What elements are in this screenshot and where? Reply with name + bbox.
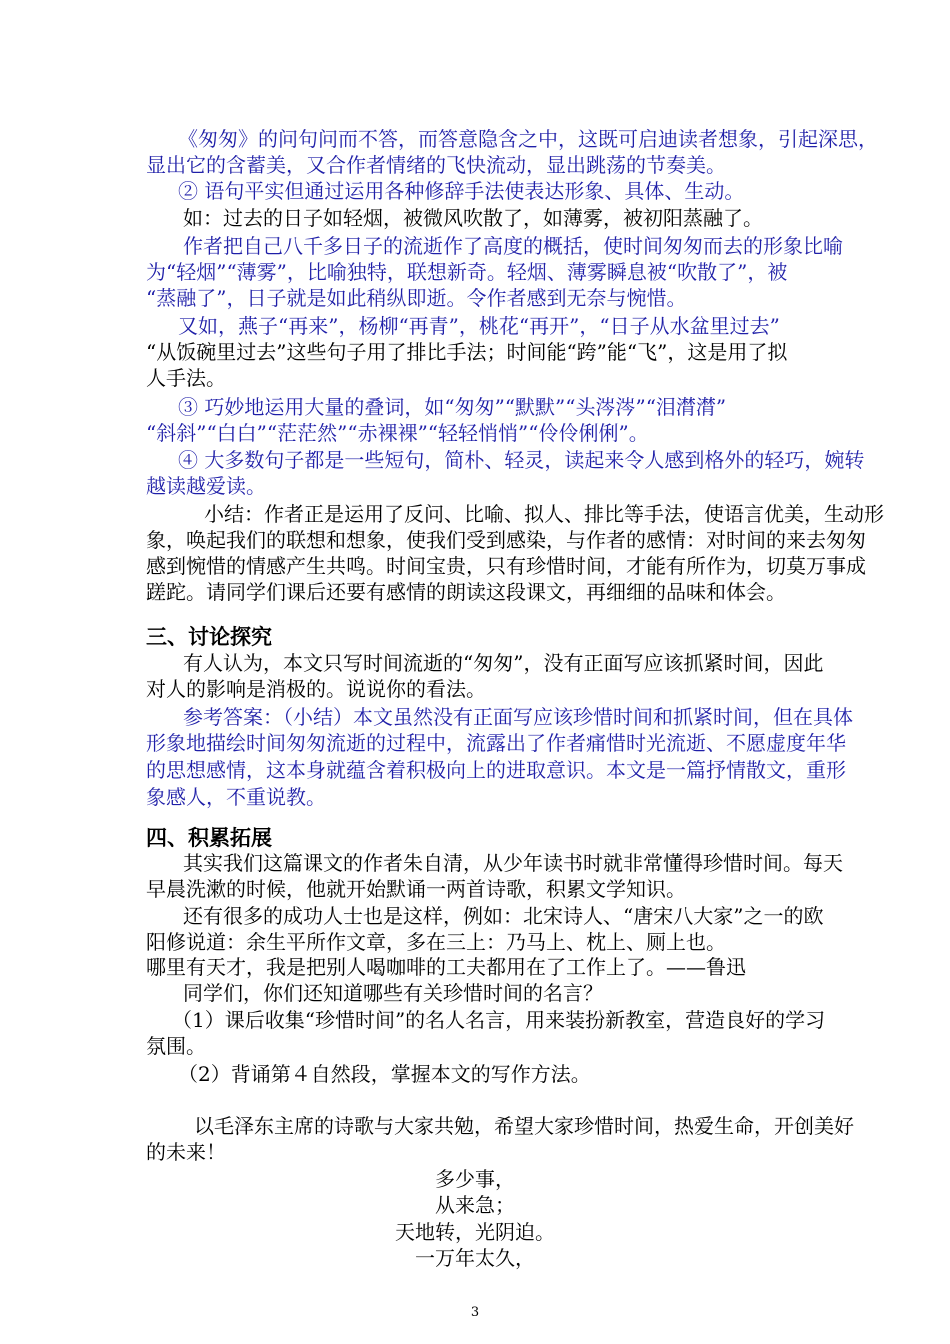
paragraph-line: 阳修说道：余生平所作文章，多在三上：乃马上、枕上、厕上也。: [146, 930, 726, 954]
paragraph-line: “斜斜”“白白”“茫茫然”“赤裸裸”“轻轻悄悄”“伶伶俐俐”。: [146, 421, 649, 445]
paragraph-line: 象感人，不重说教。: [146, 785, 326, 809]
poem-line: 天地转，光阴迫。: [395, 1220, 555, 1244]
paragraph-line: 还有很多的成功人士也是这样，例如：北宋诗人、“唐宋八大家”之一的欧: [183, 904, 824, 928]
paragraph-line: 《匆匆》的问句问而不答，而答意隐含之中，这既可启迪读者想象，引起深思，: [178, 127, 878, 151]
paragraph-line: 形象地描绘时间匆匆流逝的过程中，流露出了作者痛惜时光流逝、不愿虚度年华: [146, 731, 846, 755]
paragraph-line: 为“轻烟”“薄雾”，比喻独特，联想新奇。轻烟、薄雾瞬息被“吹散了”，被: [146, 260, 788, 284]
paragraph-line: 参考答案：（小结）本文虽然没有正面写应该珍惜时间和抓紧时间，但在具体: [183, 705, 853, 729]
paragraph-line: 感到惋惜的情感产生共鸣。时间宝贵，只有珍惜时间，才能有所作为，切莫万事成: [146, 554, 866, 578]
paragraph-line: 越读越爱读。: [146, 474, 266, 498]
paragraph-line: ② 语句平实但通过运用各种修辞手法使表达形象、具体、生动。: [178, 179, 745, 203]
paragraph-line: 作者把自己八千多日子的流逝作了高度的概括，使时间匆匆而去的形象比喻: [183, 234, 843, 258]
list-item: （2）背诵第４自然段，掌握本文的写作方法。: [178, 1062, 591, 1086]
poem-line: 从来急；: [435, 1193, 515, 1217]
paragraph-line: 早晨洗漱的时候，他就开始默诵一两首诗歌，积累文学知识。: [146, 877, 686, 901]
quote-line: 哪里有天才，我是把别人喝咖啡的工夫都用在了工作上了。——鲁迅: [146, 955, 746, 979]
list-item: （1）课后收集“珍惜时间”的名人名言，用来装扮新教室，营造良好的学习: [172, 1008, 826, 1032]
paragraph-line: 又如，燕子“再来”，杨柳“再青”，桃花“再开”，“日子从水盆里过去”: [178, 314, 780, 338]
paragraph-line: 如：过去的日子如轻烟，被微风吹散了，如薄雾，被初阳蒸融了。: [183, 206, 763, 230]
paragraph-line: 有人认为，本文只写时间流逝的“匆匆”，没有正面写应该抓紧时间，因此: [183, 651, 824, 675]
paragraph-line: 以毛泽东主席的诗歌与大家共勉，希望大家珍惜时间，热爱生命，开创美好: [194, 1114, 854, 1138]
paragraph-line: 蹉跎。请同学们课后还要有感情的朗读这段课文，再细细的品味和体会。: [146, 580, 786, 604]
page-number: 3: [470, 1305, 480, 1320]
paragraph-line: 同学们，你们还知道哪些有关珍惜时间的名言？: [183, 981, 603, 1005]
paragraph-line: 其实我们这篇课文的作者朱自清，从少年读书时就非常懂得珍惜时间。每天: [183, 851, 843, 875]
section-heading: 四、积累拓展: [146, 826, 272, 850]
list-item: 氛围。: [146, 1034, 206, 1058]
paragraph-line: 的未来！: [146, 1140, 226, 1164]
paragraph-line: “从饭碗里过去”这些句子用了排比手法；时间能“跨”能“飞”，这是用了拟: [146, 340, 788, 364]
paragraph-line: 小结：作者正是运用了反问、比喻、拟人、排比等手法，使语言优美，生动形: [204, 502, 884, 526]
paragraph-line: 显出它的含蓄美，又合作者情绪的飞快流动，显出跳荡的节奏美。: [146, 153, 726, 177]
paragraph-line: 人手法。: [146, 366, 226, 390]
paragraph-line: ③ 巧妙地运用大量的叠词，如“匆匆”“默默”“头涔涔”“泪潸潸”: [178, 395, 727, 419]
paragraph-line: “蒸融了”，日子就是如此稍纵即逝。令作者感到无奈与惋惜。: [146, 286, 687, 310]
paragraph-line: 对人的影响是消极的。说说你的看法。: [146, 677, 486, 701]
poem-line: 多少事，: [435, 1167, 515, 1191]
paragraph-line: ④ 大多数句子都是一些短句，简朴、轻灵，读起来令人感到格外的轻巧，婉转: [178, 448, 865, 472]
paragraph-line: 的思想感情，这本身就蕴含着积极向上的进取意识。本文是一篇抒情散文，重形: [146, 758, 846, 782]
poem-line: 一万年太久，: [415, 1246, 535, 1270]
paragraph-line: 象，唤起我们的联想和想象，使我们受到感染，与作者的感情：对时间的来去匆匆: [146, 528, 866, 552]
section-heading: 三、讨论探究: [146, 625, 272, 649]
